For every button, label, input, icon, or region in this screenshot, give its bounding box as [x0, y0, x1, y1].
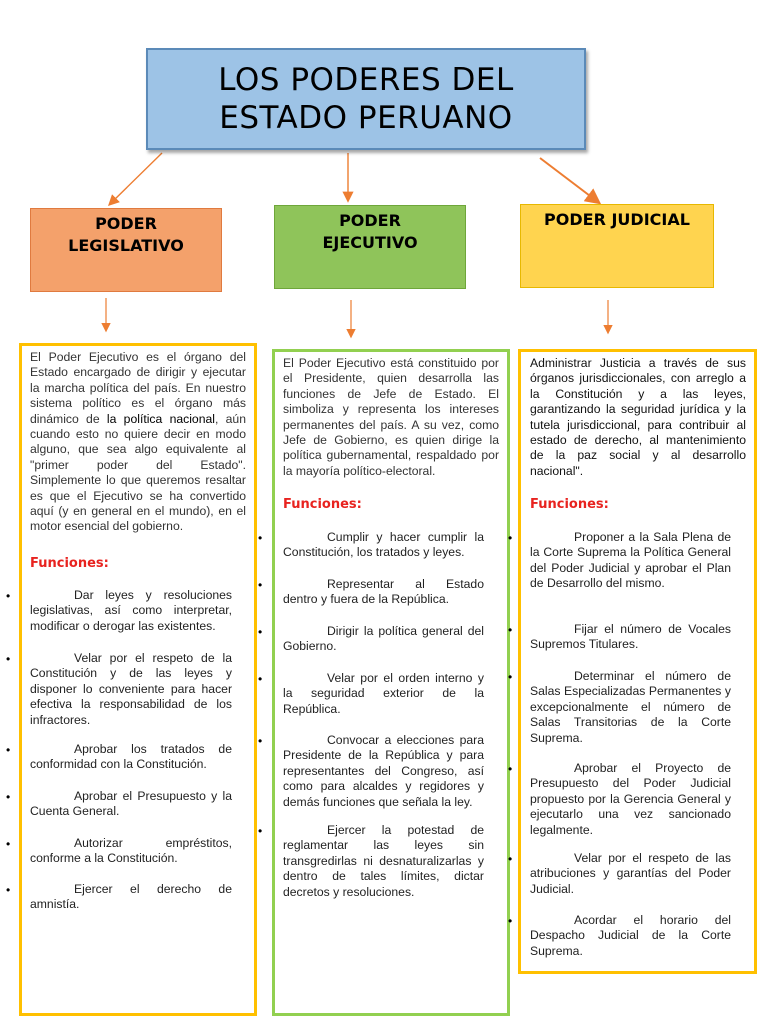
bullet-marker: •	[258, 531, 263, 545]
bullet-marker: •	[508, 914, 513, 928]
bullet-marker: •	[508, 762, 513, 776]
list-item: Cumplir y hacer cumplir la Constitución, los tratados y leyes.	[283, 530, 484, 560]
list-item: Aprobar el Presupuesto y la Cuenta General.	[30, 789, 232, 819]
list-item: Fijar el número de Vocales Supremos Titulares.	[530, 622, 731, 652]
bullet-marker: •	[508, 670, 513, 684]
bullet-marker: •	[258, 734, 263, 748]
branch-legislativo: PODER LEGISLATIVO	[30, 208, 222, 292]
bullet-marker: •	[258, 625, 263, 639]
arrow-title-judicial	[540, 158, 598, 202]
bullet-marker: •	[508, 623, 513, 637]
list-item: Velar por el orden interno y la seguridad exterior de la República.	[283, 671, 484, 716]
judicial-intro: Administrar Justicia a través de sus órganos jurisdiccionales, con arreglo a la Constitución y a las leyes, garantizando la seguridad jurídica y la tutela jurisdiccional, para contribuir al estado de derecho, al mantenimiento de la paz social y al desarrollo nacional".	[530, 356, 746, 478]
list-item: Velar por el respeto de las atribuciones y garantías del Poder Judicial.	[530, 851, 731, 896]
list-item: Autorizar empréstitos, conforme a la Constitución.	[30, 836, 232, 866]
branch-ejecutivo: PODER EJECUTIVO	[274, 205, 466, 289]
bullet-marker: •	[508, 852, 513, 866]
list-item: Velar por el respeto de la Constitución y de las leyes y disponer lo conveniente para hacer efectiva la responsabilidad de los infractores.	[30, 651, 232, 727]
bullet-marker: •	[258, 672, 263, 686]
judicial-funciones-heading: Funciones:	[530, 497, 609, 512]
bullet-marker: •	[258, 824, 263, 838]
page-title: LOS PODERES DEL ESTADO PERUANO	[218, 62, 514, 136]
arrow-title-legislativo	[110, 153, 162, 204]
legislativo-intro-a: El Poder Ejecutivo es el órgano del Estado encargado de dirigir y ejecutar la marcha política del país. En nuestro sistema político es el órgano más dinámico de	[30, 350, 246, 426]
list-item: Convocar a elecciones para Presidente de la República y para representantes del Congreso, así como para alcaldes y regidores y demás funciones que señala la ley.	[283, 733, 484, 809]
ejecutivo-funciones-heading: Funciones:	[283, 497, 362, 512]
bullet-marker: •	[6, 883, 11, 897]
list-item: Ejercer el derecho de amnistía.	[30, 882, 232, 912]
list-item: Dar leyes y resoluciones legislativas, así como interpretar, modificar o derogar las existentes.	[30, 588, 232, 633]
bullet-marker: •	[6, 790, 11, 804]
list-item: Determinar el número de Salas Especializadas Permanentes y excepcionalmente el número de Salas Transitorias de la Corte Suprema.	[530, 669, 731, 745]
list-item: Representar al Estado dentro y fuera de la República.	[283, 577, 484, 607]
list-item: Aprobar los tratados de conformidad con la Constitución.	[30, 742, 232, 772]
legislativo-intro	[30, 350, 246, 535]
legislativo-funciones-heading: Funciones:	[30, 556, 109, 571]
bullet-marker: •	[258, 578, 263, 592]
list-item: Dirigir la política general del Gobierno.	[283, 624, 484, 654]
bullet-marker: •	[6, 652, 11, 666]
bullet-marker: •	[508, 531, 513, 545]
bullet-marker: •	[6, 743, 11, 757]
list-item: Acordar el horario del Despacho Judicial de la Corte Suprema.	[530, 913, 731, 958]
bullet-marker: •	[6, 589, 11, 603]
legislativo-intro-highlight: la política nacional	[106, 411, 215, 426]
branch-judicial: PODER JUDICIAL	[520, 204, 714, 288]
ejecutivo-intro: El Poder Ejecutivo está constituido por el Presidente, quien desarrolla las funciones de Jefe de Estado. El simboliza y representa los intereses permanentes del país. A su vez, como Jefe de Gobierno, es quien dirige la política gubernamental, respaldado por la mayoría político-electoral.	[283, 356, 499, 478]
legislativo-intro-c: , aún cuando esto no quiere decir en modo alguno, que sea algo equivalente al "primer poder del Estado". Simplemente lo que queremos resaltar es que el Ejecutivo se ha convertido aquí (y en general en el mundo), en el motor esencial del gobierno.	[30, 411, 246, 534]
list-item: Aprobar el Proyecto de Presupuesto del Poder Judicial propuesto por la Gerencia General y ejecutarlo una vez sancionado legalmente.	[530, 761, 731, 837]
list-item: Ejercer la potestad de reglamentar las leyes sin transgredirlas ni desnaturalizarlas y dentro de tales límites, dictar decretos y resoluciones.	[283, 823, 484, 899]
list-item: Proponer a la Sala Plena de la Corte Suprema la Política General del Poder Judicial y aprobar el Plan de Desarrollo del mismo.	[530, 530, 731, 591]
bullet-marker: •	[6, 837, 11, 851]
title-box	[146, 48, 586, 150]
